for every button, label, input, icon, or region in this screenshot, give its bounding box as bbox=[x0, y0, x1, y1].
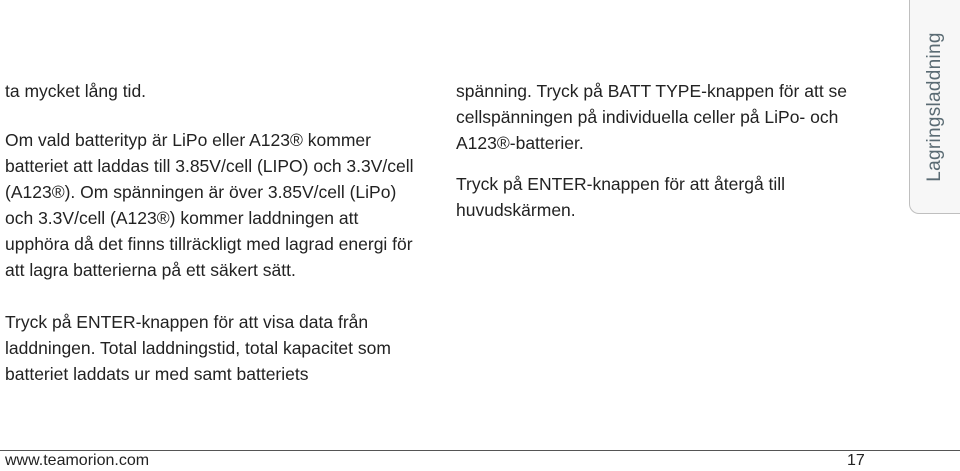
right-paragraph-1: spänning. Tryck på BATT TYPE-knappen för att se cellspänningen på individuella celler på LiPo- och A123®-batterier. bbox=[456, 81, 848, 153]
footer-url: www.teamorion.com bbox=[5, 452, 150, 469]
left-paragraph-2: Om vald batterityp är LiPo eller A123® kommer batteriet att laddas till 3.85V/cell (LIPO) och 3.3V/cell (A123®). Om spänningen är över 3.85V/cell (LiPo) och 3.3V/cell (A123®) kommer laddningen att upphöra då det finns tillräckligt med lagrad energi för att lagra batterierna på ett säkert sätt. bbox=[5, 130, 414, 280]
right-column bbox=[456, 78, 871, 223]
section-side-tab bbox=[909, 0, 960, 214]
left-paragraph-1: ta mycket lång tid. bbox=[5, 81, 147, 101]
right-paragraph-2: Tryck på ENTER-knappen för att återgå till huvudskärmen. bbox=[456, 174, 786, 220]
page-number: 17 bbox=[847, 452, 865, 469]
left-paragraph-3: Tryck på ENTER-knappen för att visa data från laddningen. Total laddningstid, total kapacitet som batteriet laddats ur med samt batteriets bbox=[5, 312, 391, 384]
section-tab-label: Lagringsladdning bbox=[924, 31, 945, 182]
left-column bbox=[5, 78, 420, 387]
footer-divider bbox=[0, 450, 960, 451]
